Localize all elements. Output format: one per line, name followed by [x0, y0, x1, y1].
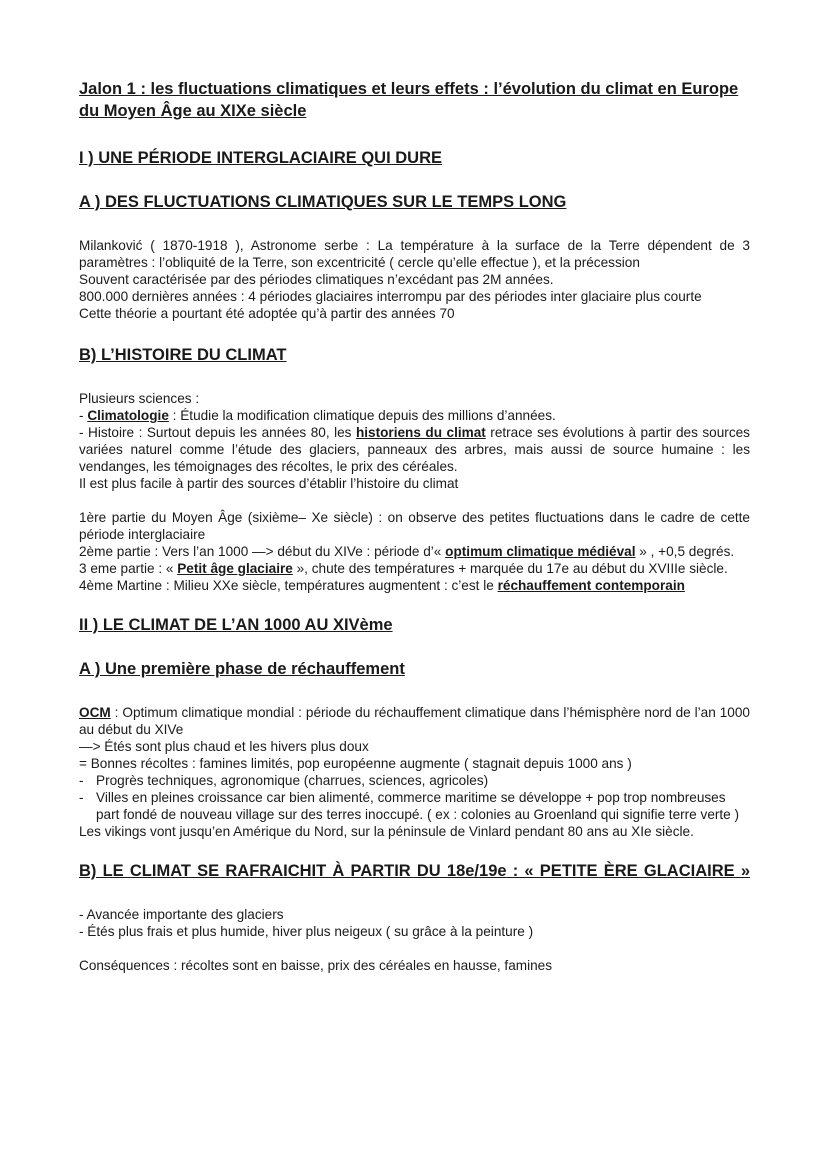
paragraph-vikings: Les vikings vont jusqu’en Amérique du Nord, sur la péninsule de Vinlard pendant 80 ans au XIe siècle.: [79, 824, 694, 839]
paragraph-conclusion: Il est plus facile à partir des sources d’établir l’histoire du climat: [79, 476, 459, 491]
paragraph-periodes: Souvent caractérisée par des périodes climatiques n’excédant pas 2M années.: [79, 272, 554, 287]
list-item: - Villes en pleines croissance car bien alimenté, commerce maritime se développe + pop trop nombreuses part fondé de nouveau village sur des terres inoccupé. ( ex : colonies au Groenland qui signifie terre verte ): [79, 789, 750, 823]
paragraph-4eme-partie: 4ème Martine : Milieu XXe siècle, températures augmentent : c’est le réchauffement contemporain: [79, 578, 685, 593]
bullet-list: [79, 772, 750, 823]
subsection-heading-1b: B) L’HISTOIRE DU CLIMAT: [79, 346, 287, 364]
list-item: - Progrès techniques, agronomique (charrues, sciences, agricoles): [79, 772, 750, 789]
subsection-heading-2b: B) LE CLIMAT SE RAFRAICHIT À PARTIR DU 18e/19e : « PETITE ÈRE GLACIAIRE »: [79, 862, 750, 880]
section-heading-1: I ) UNE PÉRIODE INTERGLACIAIRE QUI DURE: [79, 149, 443, 167]
subsection-heading-1a: A ) DES FLUCTUATIONS CLIMATIQUES SUR LE TEMPS LONG: [79, 193, 567, 211]
keyword-optimum-climatique-medieval: optimum climatique médiéval: [445, 544, 636, 559]
paragraph-equals: = Bonnes récoltes : famines limités, pop européenne augmente ( stagnait depuis 1000 ans ): [79, 756, 632, 771]
paragraph-1ere-partie: 1ère partie du Moyen Âge (sixième– Xe siècle) : on observe des petites fluctuations dans le cadre de cette période interglaciaire: [79, 510, 750, 542]
paragraph-climatologie: - Climatologie : Étudie la modification climatique depuis des millions d’années.: [79, 408, 556, 423]
paragraph-3eme-partie: 3 eme partie : « Petit âge glaciaire », chute des températures + marquée du 17e au début du XVIIIe siècle.: [79, 561, 728, 576]
paragraph-consequences: Conséquences : récoltes sont en baisse, prix des céréales en hausse, famines: [79, 958, 553, 973]
section-heading-2: II ) LE CLIMAT DE L’AN 1000 AU XIVème: [79, 616, 393, 634]
paragraph-etes: - Étés plus frais et plus humide, hiver plus neigeux ( su grâce à la peinture ): [79, 924, 534, 939]
subsection-heading-2a: A ) Une première phase de réchauffement: [79, 660, 405, 678]
keyword-historiens-du-climat: historiens du climat: [355, 425, 486, 440]
paragraph-800000: 800.000 dernières années : 4 périodes glaciaires interrompu par des périodes inter glaciaire plus courte: [79, 289, 702, 304]
paragraph-glaciers: - Avancée importante des glaciers: [79, 907, 284, 922]
paragraph-ocm: OCM : Optimum climatique mondial : période du réchauffement climatique dans l’hémisphère nord de l’an 1000 au début du XIVe: [79, 705, 750, 737]
document-title: Jalon 1 : les fluctuations climatiques et leurs effets : l’évolution du climat en Europe du Moyen Âge au XIXe siècle: [79, 80, 739, 120]
paragraph-milankovic: Milanković ( 1870-1918 ), Astronome serbe : La température à la surface de la Terre dépendent de 3 paramètres : l’obliquité de la Terre, son excentricité ( cercle qu’elle effectue ), et la précession: [79, 238, 750, 270]
paragraph-2eme-partie: 2ème partie : Vers l’an 1000 —> début du XIVe : période d’« optimum climatique médiéval » , +0,5 degrés.: [79, 544, 735, 559]
paragraph-histoire: - Histoire : Surtout depuis les années 80, les historiens du climat retrace ses évolutions à partir des sources variées naturel comme l’étude des glaciers, panneaux des arbres, mais aussi de source humaine : les vendanges, les témoignages des récoltes, le prix des céréales.: [79, 425, 750, 474]
keyword-ocm: OCM: [79, 705, 111, 720]
document-page: [79, 78, 750, 974]
keyword-petit-age-glaciaire: Petit âge glaciaire: [177, 561, 293, 576]
paragraph-arrow: —> Étés sont plus chaud et les hivers plus doux: [79, 739, 369, 754]
paragraph-plusieurs-sciences: Plusieurs sciences :: [79, 391, 200, 406]
paragraph-theorie: Cette théorie a pourtant été adoptée qu’à partir des années 70: [79, 306, 455, 321]
keyword-rechauffement-contemporain: réchauffement contemporain: [497, 578, 685, 593]
keyword-climatologie: Climatologie: [87, 408, 169, 423]
